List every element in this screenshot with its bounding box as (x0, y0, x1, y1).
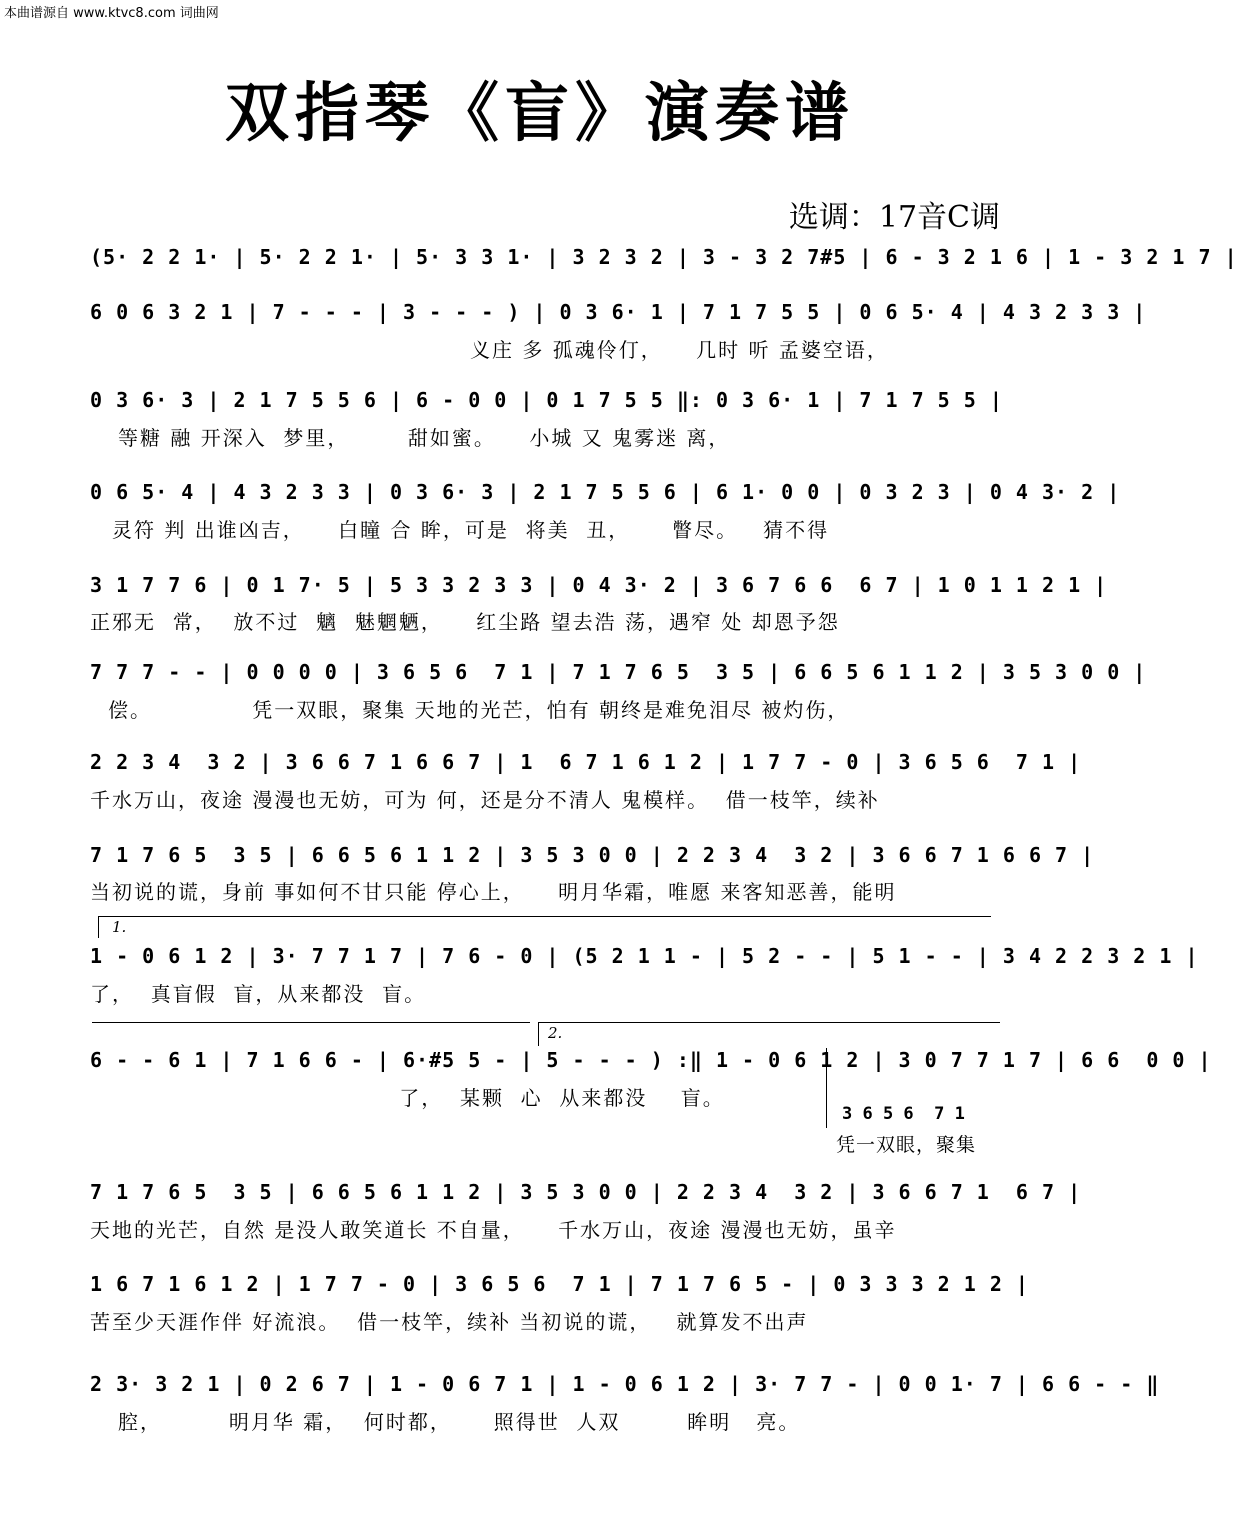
notation-row-4: 0 6 5· 4 | 4 3 2 3 3 | 0 3 6· 3 | 2 1 7 5 5 6 | 6 1· 0 0 | 0 3 2 3 | 0 4 3· 2 | (90, 480, 1121, 504)
notation-row-10: 6 - - 6 1 | 7 1 6 6 - | 6·#5 5 - | 5 - - - ) :‖ 1 - 0 6 1 2 | 3 0 7 7 1 7 | 6 6 0 0 | (90, 1048, 1212, 1072)
lyrics-row-13: 腔， 明月华 霜， 何时都， 照得世 人双 眸明 亮。 (118, 1410, 801, 1434)
notation-row-12: 1 6 7 1 6 1 2 | 1 7 7 - 0 | 3 6 5 6 7 1 | 7 1 7 6 5 - | 0 3 3 3 2 1 2 | (90, 1272, 1029, 1296)
lyrics-row-4: 灵符 判 出谁凶吉， 白瞳 合 眸，可是 将美 丑， 瞥尽。 猜不得 (112, 518, 830, 542)
notation-row-7: 2 2 3 4 3 2 | 3 6 6 7 1 6 6 7 | 1 6 7 1 6 1 2 | 1 7 7 - 0 | 3 6 5 6 7 1 | (90, 750, 1082, 774)
page-title: 双指琴《盲》演奏谱 (225, 77, 855, 151)
volta-1-line (98, 916, 991, 917)
lyrics-row-9: 了， 真盲假 盲，从来都没 盲。 (90, 982, 427, 1006)
lyrics-row-12: 苦至少天涯作伴 好流浪。 借一枝竿，续补 当初说的谎， 就算发不出声 (90, 1310, 809, 1334)
lyrics-row-3: 等糖 融 开深入 梦里， 甜如蜜。 小城 又 鬼雾迷 离， (118, 426, 731, 450)
lyrics-row-2: 义庄 多 孤魂伶仃， 几时 听 孟婆空语， (470, 338, 889, 362)
watermark-text: 本曲谱源自 www.ktvc8.com 词曲网 (4, 6, 219, 21)
notation-row-8: 7 1 7 6 5 3 5 | 6 6 5 6 1 1 2 | 3 5 3 0 0 | 2 2 3 4 3 2 | 3 6 6 7 1 6 6 7 | (90, 843, 1095, 867)
key-signature: 选调：17音C调 (788, 200, 1000, 235)
volta-1-label: 1. (112, 918, 127, 936)
lyrics-row-10: 了， 某颗 心 从来都没 盲。 (90, 1086, 725, 1110)
notation-row-1: (5· 2 2 1· | 5· 2 2 1· | 5· 3 3 1· | 3 2 3 2 | 3 - 3 2 7#5 | 6 - 3 2 1 6 | 1 - 3 2 1 7 | (90, 245, 1238, 269)
lyrics-row-6: 偿。 凭一双眼，聚集 天地的光芒，怕有 朝终是难免泪尽 被灼伤， (108, 698, 850, 722)
notation-row-5: 3 1 7 7 6 | 0 1 7· 5 | 5 3 3 2 3 3 | 0 4 3· 2 | 3 6 7 6 6 6 7 | 1 0 1 1 2 1 | (90, 573, 1108, 597)
notation-row-11: 7 1 7 6 5 3 5 | 6 6 5 6 1 1 2 | 3 5 3 0 0 | 2 2 3 4 3 2 | 3 6 6 7 1 6 7 | (90, 1180, 1082, 1204)
lyrics-row-5: 正邪无 常， 放不过 魑 魅魍魉， 红尘路 望去浩 荡，遇窄 处 却恩予怨 (90, 610, 840, 634)
notation-row-2: 6 0 6 3 2 1 | 7 - - - | 3 - - - ) | 0 3 6· 1 | 7 1 7 5 5 | 0 6 5· 4 | 4 3 2 3 3 | (90, 300, 1147, 324)
volta-1-bracket (98, 916, 99, 938)
notation-row-6: 7 7 7 - - | 0 0 0 0 | 3 6 5 6 7 1 | 7 1 7 6 5 3 5 | 6 6 5 6 1 1 2 | 3 5 3 0 0 | (90, 660, 1147, 684)
lyrics-row-8: 当初说的谎，身前 事如何不甘只能 停心上， 明月华霜，唯愿 来客知恶善，能明 (90, 880, 897, 904)
volta-2-line (538, 1022, 1000, 1023)
volta-2-label: 2. (548, 1024, 563, 1042)
inset-lyrics: 凭一双眼，聚集 (836, 1134, 977, 1156)
volta-separator-line (92, 1022, 530, 1023)
lyrics-row-7: 千水万山，夜途 漫漫也无妨，可为 何，还是分不清人 鬼模样。 借一枝竿，续补 (90, 788, 880, 812)
notation-row-13: 2 3· 3 2 1 | 0 2 6 7 | 1 - 0 6 7 1 | 1 - 0 6 1 2 | 3· 7 7 - | 0 0 1· 7 | 6 6 - - ‖ (90, 1372, 1160, 1396)
inset-notation: 3 6 5 6 7 1 (842, 1104, 965, 1124)
notation-row-9: 1 - 0 6 1 2 | 3· 7 7 1 7 | 7 6 - 0 | (5 2 1 1 - | 5 2 - - | 5 1 - - | 3 4 2 2 3 2 1 | (90, 944, 1199, 968)
notation-row-3: 0 3 6· 3 | 2 1 7 5 5 6 | 6 - 0 0 | 0 1 7 5 5 ‖: 0 3 6· 1 | 7 1 7 5 5 | (90, 388, 1003, 412)
lyrics-row-11: 天地的光芒，自然 是没人敢笑道长 不自量， 千水万山，夜途 漫漫也无妨，虽辛 (90, 1218, 897, 1242)
inset-bracket (826, 1048, 827, 1128)
volta-2-bracket (538, 1022, 539, 1046)
